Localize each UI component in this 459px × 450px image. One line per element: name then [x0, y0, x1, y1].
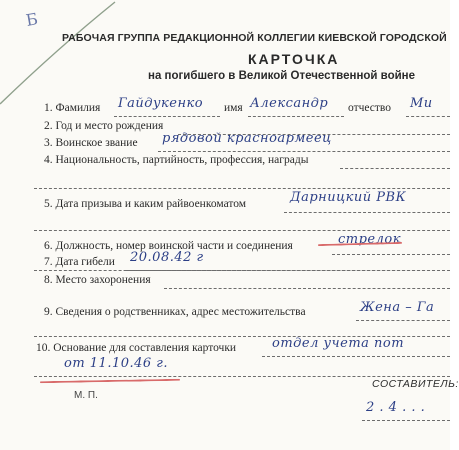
basis-value-line2: от 11.10.46 г. — [64, 356, 169, 371]
rank-value: рядовой красноармеец — [162, 131, 332, 146]
nationality-label: 4. Национальность, партийность, профессия, награды — [44, 154, 309, 166]
card-subtitle: на погибшего в Великой Отечественной войне — [148, 70, 416, 82]
death-date-value: 20.08.42 г — [130, 250, 204, 265]
relatives-label: 9. Сведения о родственниках, адрес местожительства — [44, 306, 306, 318]
death-date-label: 7. Дата гибели — [44, 256, 115, 268]
conscription-value: Дарницкий РВК — [290, 190, 407, 205]
conscription-label: 5. Дата призыва и каким райвоенкоматом — [44, 198, 247, 210]
basis-label: 10. Основание для составления карточки — [36, 342, 237, 354]
name-value: Александр — [250, 96, 329, 111]
corner-mark: Б — [24, 9, 40, 30]
patronymic-label: отчество — [348, 102, 392, 114]
patronymic-value: Ми — [410, 96, 433, 111]
relatives-value: Жена – Га — [360, 300, 435, 315]
basis-value-line1: отдел учета пот — [272, 336, 405, 351]
stamp-place: М. П. — [74, 390, 98, 401]
card-title: КАРТОЧКА — [248, 51, 340, 67]
org-header: РАБОЧАЯ ГРУППА РЕДАКЦИОННОЙ КОЛЛЕГИИ КИЕВСКОЙ ГОРОДСКОЙ — [62, 32, 447, 44]
rank-label: 3. Воинское звание — [44, 137, 138, 149]
unit-label: 6. Должность, номер воинской части и соединения — [44, 240, 293, 252]
surname-label: 1. Фамилия — [44, 102, 101, 114]
burial-label: 8. Место захоронения — [44, 274, 151, 286]
compiler-value: 2 . 4 . . . — [366, 400, 426, 415]
surname-value: Гайдукенко — [118, 96, 204, 111]
name-label: имя — [224, 102, 243, 114]
birth-label: 2. Год и место рождения — [44, 120, 164, 132]
compiler-label: СОСТАВИТЕЛЬ: — [372, 378, 459, 390]
unit-value: стрелок — [338, 232, 401, 247]
